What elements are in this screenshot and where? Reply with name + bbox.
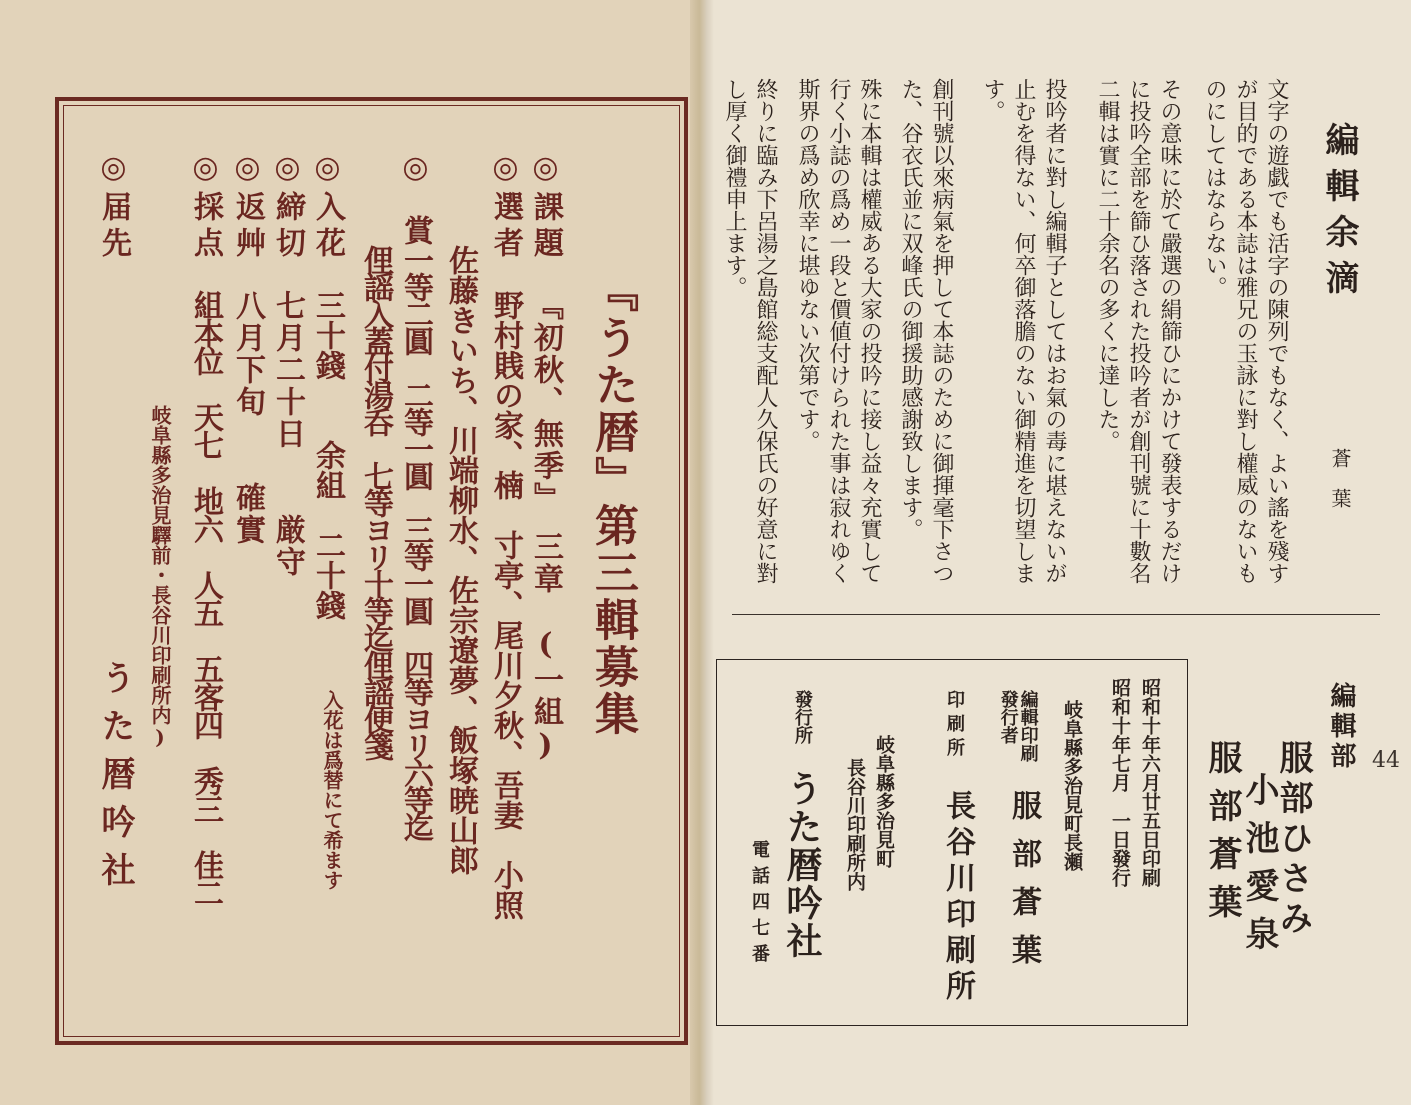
- editor-name: 小池愛泉: [1239, 772, 1279, 964]
- colophon-address3: 長谷川印刷所内: [844, 758, 866, 891]
- essay-line: 斯界の爲め欣幸に堪ゆない次第です。: [795, 78, 820, 452]
- row-prize-label: ◎賞: [398, 150, 433, 275]
- colophon-printed: 昭和十年六月廿五日印刷: [1139, 678, 1161, 887]
- essay-line: す。: [980, 78, 1005, 122]
- notice-title: 『うた暦』第三輯募集: [587, 268, 638, 738]
- colophon-address1: 岐阜縣多治見町長瀬: [1061, 700, 1083, 871]
- row-theme-label: ◎課題: [528, 150, 563, 263]
- essay-line: た、谷衣氏並に双峰氏の御援助感謝致します。: [898, 78, 923, 540]
- row-fee-value: 三十錢 余組 二十錢: [310, 290, 345, 620]
- colophon-phone: 電話四七番: [749, 840, 770, 970]
- row-judges-label: ◎選者: [488, 150, 523, 263]
- row-prize-value-2: 俚謡入蓋付湯呑 七等ヨリ十等迄俚謡便箋: [358, 245, 393, 758]
- page-number: 44: [1372, 748, 1400, 773]
- colophon-printer-name: 長谷川印刷所: [940, 790, 975, 1006]
- essay-line: が目的である本誌は雅兄の玉詠に對し權威のないも: [1233, 78, 1258, 584]
- editor-name: 服部蒼葉: [1202, 740, 1242, 932]
- editor-name: 服部ひさみ: [1273, 740, 1313, 940]
- colophon-issued: 昭和十年七月 一日發行: [1109, 678, 1131, 887]
- colophon-publisher-label: 發行所: [792, 690, 813, 744]
- essay-line: 殊に本輯は權威ある大家の投吟に接し益々充實して: [857, 78, 882, 584]
- row-judges-value-1: 野村賎の家、楠 寸亭、尾川夕秋、吾妻 小照: [488, 290, 523, 920]
- row-judges-value-2: 佐藤きいち、川端柳水、佐宗遼夢、飯塚暁山郎: [443, 245, 478, 875]
- row-theme-value: 『初秋、無季』 三章 (一組): [528, 290, 563, 765]
- row-address-value: 岐阜縣多治見驛前・長谷川印刷所内): [148, 405, 172, 749]
- essay-line: のにしてはならない。: [1202, 78, 1227, 298]
- section-divider: [732, 614, 1380, 615]
- colophon-address2: 岐阜縣多治見町: [873, 735, 895, 868]
- row-scoring-value: 組本位 天七 地六 人五 五客四 秀三 佳二: [188, 290, 223, 906]
- row-deadline-label: ◎締切: [270, 150, 305, 263]
- row-return-label: ◎返艸: [230, 150, 265, 263]
- essay-line: 止むを得ない、何卒御落膽のない御精進を切望しま: [1011, 78, 1036, 584]
- essay-line: 創刊號以來病氣を押して本誌のために御揮毫下さつ: [929, 78, 954, 584]
- colophon-editor-label: 編輯印刷 發行者: [997, 690, 1039, 762]
- row-return-value: 八月下旬 確實: [230, 290, 265, 546]
- row-deadline-value: 七月二十日 厳守: [270, 290, 305, 578]
- essay-line: 終りに臨み下呂湯之島館総支配人久保氏の好意に對: [753, 78, 778, 584]
- essay-line: 投吟者に對し編輯子としてはお氣の毒に堪えないが: [1042, 78, 1067, 584]
- row-scoring-label: ◎採点: [188, 150, 223, 263]
- row-fee-label: ◎入花: [310, 150, 345, 263]
- colophon-editor-name: 服部蒼葉: [1006, 790, 1041, 982]
- book-gutter: [690, 0, 714, 1105]
- row-prize-value-1: 一等二圓 二等一圓 三等一圓 四等ヨリ六等迄: [398, 245, 433, 839]
- row-destination-label: ◎届先: [96, 150, 131, 263]
- essay-line: し厚く御禮申上ます。: [722, 78, 747, 298]
- essay-line: その意味に於て嚴選の絹篩ひにかけて發表するだけ: [1157, 78, 1182, 584]
- essay-title: 編輯余滴: [1319, 122, 1359, 306]
- essay-line: に投吟全部を篩ひ落された投吟者が創刊號に十數名: [1126, 78, 1151, 584]
- essay-line: 二輯は實に二十余名の多くに達した。: [1095, 78, 1120, 452]
- colophon-publisher-name: うた暦吟社: [781, 770, 823, 960]
- editorial-label: 編輯部: [1326, 682, 1356, 772]
- essay-author: 蒼 葉: [1328, 448, 1352, 508]
- row-destination-value: うた暦吟社: [95, 660, 135, 900]
- essay-line: 行く小誌の爲め一段と價値付けられた事は寂れゆく: [826, 78, 851, 584]
- essay-line: 文字の遊戯でも活字の陳列でもなく、よい謠を殘す: [1264, 78, 1289, 584]
- colophon-printer-label: 印刷所: [944, 690, 965, 762]
- row-fee-note: 入花は爲替にて希ます: [320, 690, 344, 890]
